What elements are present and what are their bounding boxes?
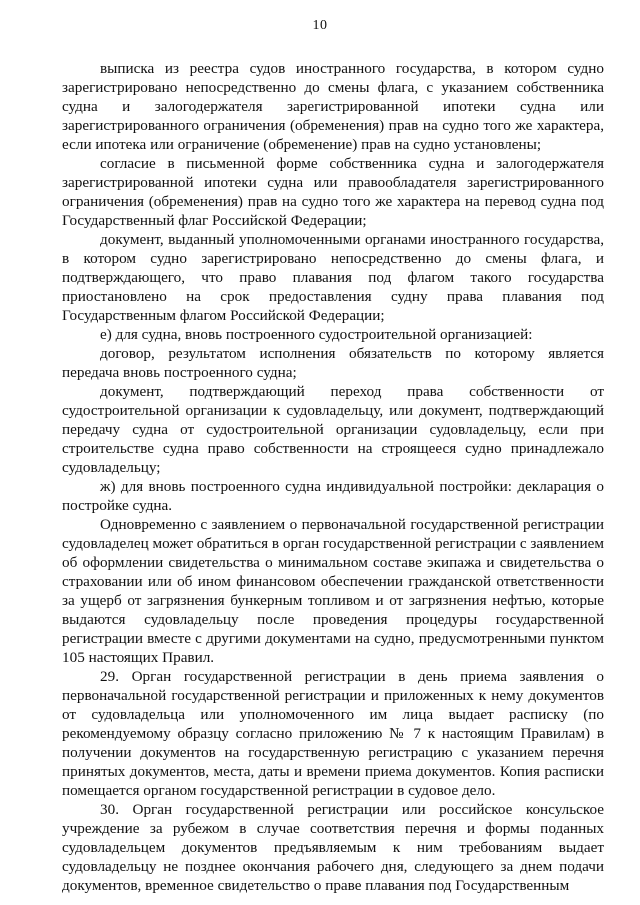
paragraph: 29. Орган государственной регистрации в день приема заявления о первоначальной государственной регистрации и приложенных к нему документов от судовладельца или уполномоченного им лица выдает расписку (по рекомендуемому образцу согласно приложению № 7 к настоящим Правилам) в получении документов на государственную регистрацию с указанием перечня принятых документов, места, даты и времени приема документов. Копия расписки помещается органом государственной регистрации в судовое дело. — [62, 668, 604, 799]
paragraph: документ, подтверждающий переход права собственности от судостроительной организации к судовладельцу, или документ, подтверждающий передачу судна от судостроительной организации судовладельцу, если при строительстве судна право собственности на строящееся судно принадлежало судовладельцу; — [62, 383, 604, 476]
paragraph: договор, результатом исполнения обязательств по которому является передача вновь построенного судна; — [62, 345, 604, 381]
paragraph: 30. Орган государственной регистрации или российское консульское учреждение за рубежом в случае соответствия перечня и формы поданных судовладельцем документов предъявляемым к ним требованиям выдает судовладельцу не позднее окончания рабочего дня, следующего за днем подачи документов, временное свидетельство о праве плавания под Государственным — [62, 801, 604, 894]
page-number: 10 — [312, 18, 328, 33]
paragraph: ж) для вновь построенного судна индивидуальной постройки: декларация о постройке судна. — [62, 478, 604, 514]
paragraph: выписка из реестра судов иностранного государства, в котором судно зарегистрировано непосредственно до смены флага, с указанием собственника судна и залогодержателя зарегистрированной ипотеки судна или зарегистрированного ограничения (обременения) прав на судно того же характера, если ипотека или ограничение (обременение) прав на судно установлены; — [62, 60, 604, 153]
paragraph: е) для судна, вновь построенного судостроительной организацией: — [100, 326, 533, 343]
paragraph: документ, выданный уполномоченными органами иностранного государства, в котором судно зарегистрировано непосредственно до смены флага, и подтверждающего, что право плавания под флагом такого государства приостановлено на срок предоставления судну права плавания под Государственным флагом Российской Федерации; — [62, 231, 604, 324]
paragraph: Одновременно с заявлением о первоначальной государственной регистрации судовладелец может обратиться в орган государственной регистрации с заявлением об оформлении свидетельства о минимальном составе экипажа и свидетельства о страховании или об ином финансовом обеспечении гражданской ответственности за ущерб от загрязнения бункерным топливом и от загрязнения нефтью, которые выдаются судовладельцу после проведения процедуры государственной регистрации вместе с другими документами на судно, предусмотренными пунктом 105 настоящих Правил. — [62, 516, 604, 666]
paragraph: согласие в письменной форме собственника судна и залогодержателя зарегистрированной ипотеки судна или правообладателя зарегистрированного ограничения (обременения) прав на судно того же характера на перевод судна под Государственный флаг Российской Федерации; — [62, 155, 604, 229]
document-body — [62, 59, 604, 895]
